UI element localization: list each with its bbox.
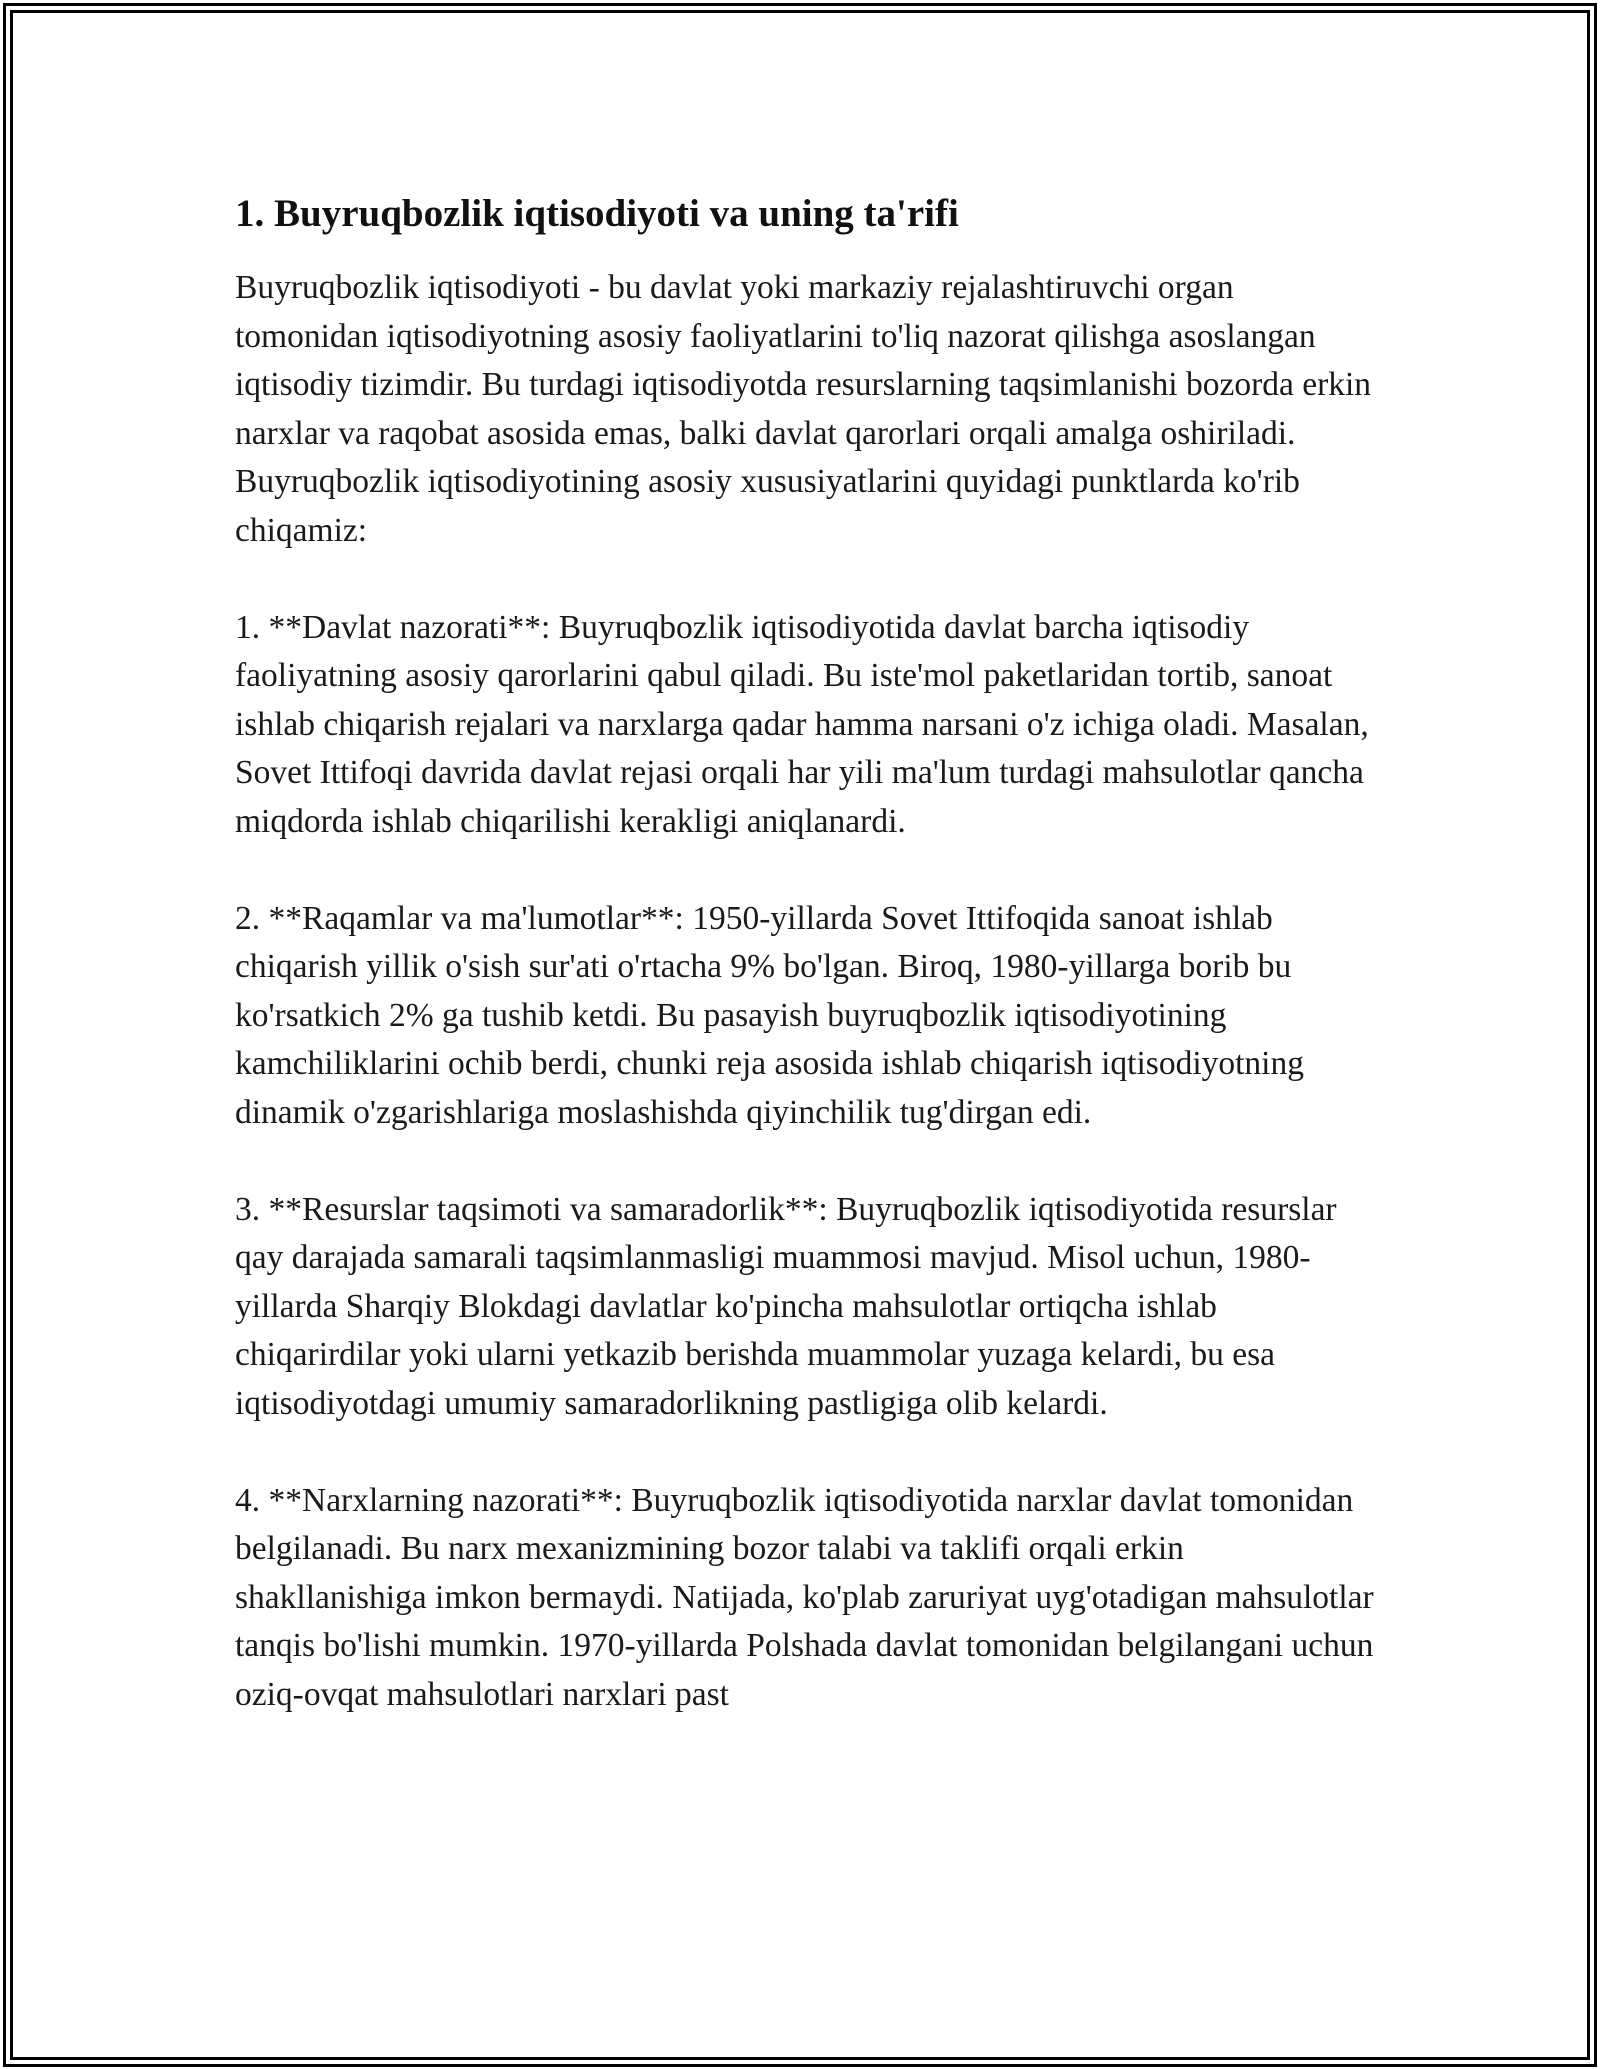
intro-paragraph: Buyruqbozlik iqtisodiyoti - bu davlat yoki markaziy rejalashtiruvchi organ tomonidan iqtisodiyotning asosiy faoliyatlarini to'liq nazorat qilishga asoslangan iqtisodiy tizimdir. Bu turdagi iqtisodiyotda resurslarning taqsimlanishi bozorda erkin narxlar va raqobat asosida emas, balki davlat qarorlari orqali amalga oshiriladi. Buyruqbozlik iqtisodiyotining asosiy xususiyatlarini quyidagi punktlarda ko'rib chiqamiz: <box>235 269 1372 549</box>
point-2-paragraph: 2. **Raqamlar va ma'lumotlar**: 1950-yillarda Sovet Ittifoqida sanoat ishlab chiqarish yillik o'sish sur'ati o'rtacha 9% bo'lgan. Biroq, 1980-yillarga borib bu ko'rsatkich 2% ga tushib ketdi. Bu pasayish buyruqbozlik iqtisodiyotining kamchiliklarini ochib berdi, chunki reja asosida ishlab chiqarish iqtisodiyotning dinamik o'zgarishlariga moslashishda qiyinchilik tug'dirgan edi. <box>235 899 1304 1131</box>
document-title: 1. Buyruqbozlik iqtisodiyoti va uning ta'rifi <box>235 192 959 235</box>
point-4-paragraph: 4. **Narxlarning nazorati**: Buyruqbozlik iqtisodiyotida narxlar davlat tomonidan belgilanadi. Bu narx mexanizmining bozor talabi va taklifi orqali erkin shakllanishiga imkon bermaydi. Natijada, ko'plab zaruriyat uyg'otadigan mahsulotlar tanqis bo'lishi mumkin. 1970-yillarda Polshada davlat tomonidan belgilangani uchun oziq-ovqat mahsulotlari narxlari past <box>235 1481 1374 1713</box>
document-body <box>235 186 1375 1719</box>
point-3-paragraph: 3. **Resurslar taqsimoti va samaradorlik**: Buyruqbozlik iqtisodiyotida resurslar qay darajada samarali taqsimlanmasligi muammosi mavjud. Misol uchun, 1980-yillarda Sharqiy Blokdagi davlatlar ko'pincha mahsulotlar ortiqcha ishlab chiqarirdilar yoki ularni yetkazib berishda muammolar yuzaga kelardi, bu esa iqtisodiyotdagi umumiy samaradorlikning pastligiga olib kelardi. <box>235 1190 1337 1422</box>
point-1-paragraph: 1. **Davlat nazorati**: Buyruqbozlik iqtisodiyotida davlat barcha iqtisodiy faoliyatning asosiy qarorlarini qabul qiladi. Bu iste'mol paketlaridan tortib, sanoat ishlab chiqarish rejalari va narxlarga qadar hamma narsani o'z ichiga oladi. Masalan, Sovet Ittifoqi davrida davlat rejasi orqali har yili ma'lum turdagi mahsulotlar qancha miqdorda ishlab chiqarilishi kerakligi aniqlanardi. <box>235 608 1369 840</box>
